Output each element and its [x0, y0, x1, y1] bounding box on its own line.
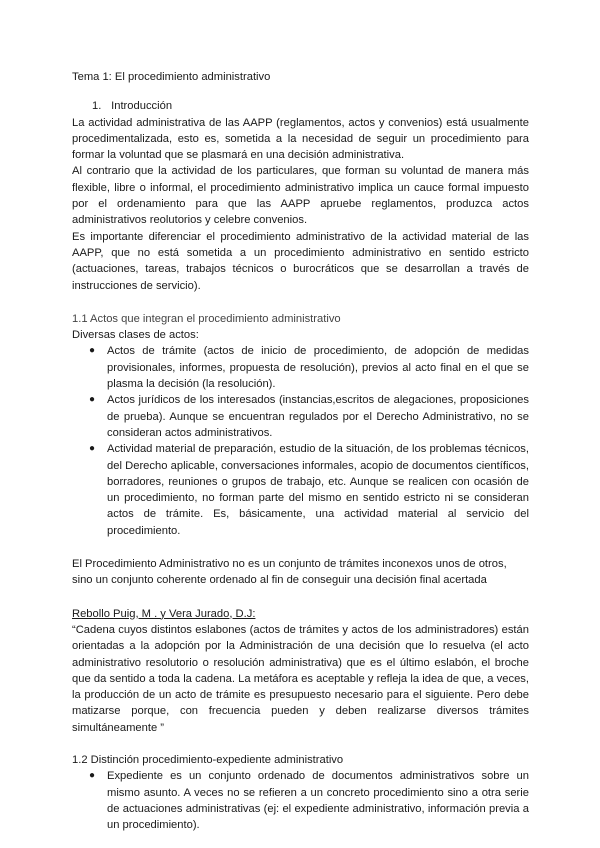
quote-author: Rebollo Puig, M . y Vera Jurado, D.J: [72, 607, 256, 620]
intro-heading [72, 98, 529, 114]
document-title: Tema 1: El procedimiento administrativo [72, 71, 271, 83]
bullet-icon: ● [89, 770, 96, 782]
document-page [72, 69, 529, 833]
list-item [72, 768, 529, 833]
list-item-text: Actos de trámite (actos de inicio de procedimiento, de adopción de medidas provisionales, informes, propuesta de resolución), previos al acto final en el que se plasma la decisión (la resolución). [107, 345, 529, 391]
bullet-icon: ● [89, 345, 96, 357]
list-item-text: Actividad material de preparación, estudio de la situación, de los problemas técnicos, del Derecho aplicable, conversaciones informales, acopio de documentos científicos, borradores, reuniones o grupos de trabajo, etc. Aunque se realicen con ocasión de un procedimiento, no forman parte del mismo en sentido estricto ni se consideran actos de trámite. Es, básicamente, una actividad material al servicio del procedimiento. [107, 443, 529, 537]
list-item [72, 343, 529, 392]
intro-heading-text: Introducción [111, 100, 173, 113]
intro-paragraph: Es importante diferenciar el procedimiento administrativo de la actividad material de las AAPP, que no está sometida a un procedimiento administrativo en sentido estricto (actuaciones, tareas, trabajos técnicos o burocráticos que se desarrollan a través de instrucciones de servicio). [72, 230, 529, 292]
section-1-1-intro: Diversas clases de actos: [72, 329, 199, 342]
section-1-2-heading: 1.2 Distinción procedimiento-expediente administrativo [72, 753, 344, 766]
list-item-text: Expediente es un conjunto ordenado de documentos administrativos sobre un mismo asunto. A veces no se refieren a un concreto procedimiento sino a otra serie de actuaciones administrativas (ej: el expediente administrativo, información previa a un procedimiento). [107, 770, 529, 832]
list-item [72, 392, 529, 441]
intro-paragraph: La actividad administrativa de las AAPP (reglamentos, actos y convenios) está usualmente procedimentalizada, esto es, sometida a la necesidad de seguir un procedimiento para formar la voluntad que se plasmará en una decisión administrativa. [72, 116, 529, 162]
list-item-text: Actos jurídicos de los interesados (instancias,escritos de alegaciones, proposiciones de prueba). Aunque se encuentran regulados por el Derecho Administrativo, no se consideran actos administrativos. [107, 394, 529, 439]
section-1-1-bullet-list [72, 343, 529, 539]
list-item [72, 441, 529, 539]
intro-heading-number: 1. [92, 100, 102, 113]
section-1-2-bullet-list [72, 768, 529, 833]
section-1-1-closing: El Procedimiento Administrativo no es un conjunto de trámites inconexos unos de otros, sino un conjunto coherente ordenado al fin de conseguir una decisión final acertada [72, 558, 507, 587]
bullet-icon: ● [89, 443, 96, 455]
intro-paragraph: Al contrario que la actividad de los particulares, que forman su voluntad de manera más flexible, libre o informal, el procedimiento administrativo implica un cauce formal impuesto por el ordenamiento para que las AAPP apruebe reglamentos, produzca actos administrativos reolutorios y celebre convenios. [72, 165, 529, 227]
quote-text: “Cadena cuyos distintos eslabones (actos de trámites y actos de los administradores) están orientadas a la adopción por la Administración de una decisión que lo resuelva (el acto administrativo resolutorio o resolución administrativa) que es el último eslabón, el broche que da sentido a toda la cadena. La metáfora es aceptable y refleja la idea de que, a veces, la producción de un acto de trámite es presupuesto necesario para el siguiente. Pero debe matizarse porque, con frecuencia pueden y deben realizarse diversos trámites simultáneamente ” [72, 623, 529, 734]
section-1-1-heading: 1.1 Actos que integran el procedimiento administrativo [72, 312, 341, 325]
bullet-icon: ● [89, 394, 96, 406]
